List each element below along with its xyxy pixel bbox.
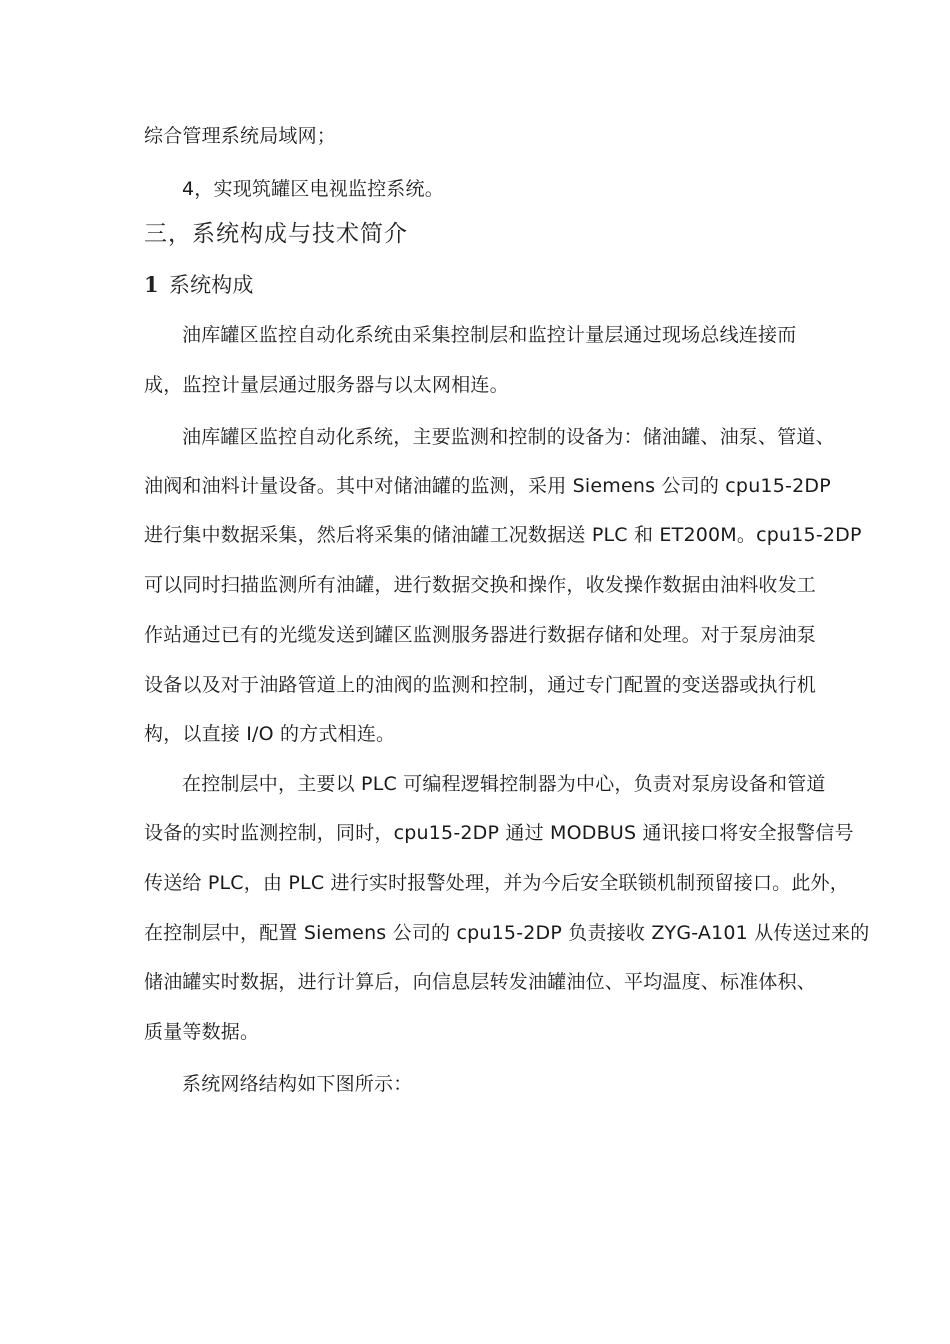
paragraph-line: 油库罐区监控自动化系统由采集控制层和监控计量层通过现场总线连接而 — [182, 324, 797, 346]
paragraph-line: 储油罐实时数据，进行计算后，向信息层转发油罐油位、平均温度、标准体积、 — [144, 971, 817, 993]
paragraph-line: 成，监控计量层通过服务器与以太网相连。 — [144, 374, 509, 396]
paragraph-line: 作站通过已有的光缆发送到罐区监测服务器进行数据存储和处理。对于泵房油泵 — [144, 624, 817, 646]
paragraph-line: 设备以及对于油路管道上的油阀的监测和控制，通过专门配置的变送器或执行机 — [144, 674, 817, 696]
paragraph-line: 综合管理系统局域网； — [144, 125, 337, 147]
paragraph-line: 传送给 PLC，由 PLC 进行实时报警处理，并为今后安全联锁机制预留接口。此外， — [144, 872, 849, 894]
subsection-number: 1 — [144, 272, 159, 297]
paragraph-line: 设备的实时监测控制，同时，cpu15-2DP 通过 MODBUS 通讯接口将安全报警信号 — [144, 822, 854, 844]
paragraph-line: 在控制层中，配置 Siemens 公司的 cpu15-2DP 负责接收 ZYG-A101 从传送过来的 — [144, 922, 870, 944]
paragraph-line: 可以同时扫描监测所有油罐，进行数据交换和操作，收发操作数据由油料收发工 — [144, 574, 817, 596]
paragraph-line: 系统网络结构如下图所示： — [182, 1073, 413, 1095]
paragraph-line: 油阀和油料计量设备。其中对储油罐的监测，采用 Siemens 公司的 cpu15-2DP — [144, 475, 831, 497]
subsection-heading — [144, 271, 254, 299]
paragraph-line: 进行集中数据采集，然后将采集的储油罐工况数据送 PLC 和 ET200M。cpu15-2DP — [144, 524, 862, 546]
paragraph-line: 质量等数据。 — [144, 1021, 260, 1043]
paragraph-line: 油库罐区监控自动化系统，主要监测和控制的设备为：储油罐、油泵、管道、 — [182, 426, 835, 448]
section-heading: 三，系统构成与技术简介 — [144, 221, 408, 247]
list-item: 4，实现筑罐区电视监控系统。 — [182, 178, 444, 200]
paragraph-line: 构，以直接 I/O 的方式相连。 — [144, 723, 396, 745]
paragraph-line: 在控制层中，主要以 PLC 可编程逻辑控制器为中心，负责对泵房设备和管道 — [182, 773, 826, 795]
subsection-title: 系统构成 — [168, 273, 254, 297]
